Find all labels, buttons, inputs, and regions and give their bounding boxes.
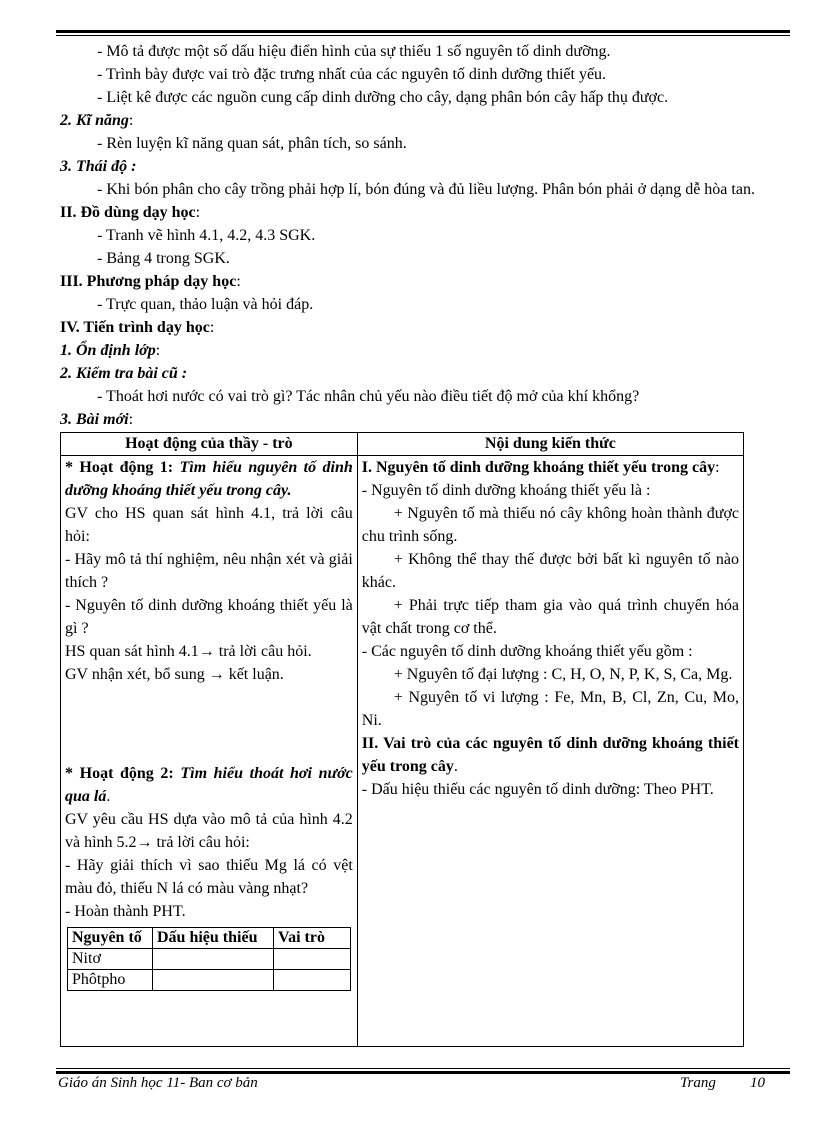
left-p2: - Hãy mô tả thí nghiệm, nêu nhận xét và giải thích ? [65, 551, 353, 591]
objective-1: - Mô tả được một số dấu hiệu điển hình của sự thiếu 1 số nguyên tố dinh dưỡng. [97, 43, 611, 60]
pht-cell [274, 970, 351, 991]
pht-header-role: Vai trò [274, 928, 351, 949]
equipment-heading: II. Đồ dùng dạy học [60, 204, 196, 221]
process-heading: IV. Tiến trình dạy học [60, 319, 210, 336]
step2-heading: 2. Kiểm tra bài cũ : [60, 365, 188, 382]
left-p1: GV cho HS quan sát hình 4.1, trả lời câu hỏi: [65, 505, 353, 545]
right-r5: - Các nguyên tố dinh dưỡng khoáng thiết yếu gồm : [361, 643, 693, 660]
step1-heading: 1. Ổn định lớp [60, 342, 156, 359]
pht-cell [153, 970, 274, 991]
footer-page-number: 10 [750, 1075, 765, 1091]
footer-page-label: Trang [680, 1075, 716, 1091]
section-2-title: II. Vai trò của các nguyên tố dinh dưỡng khoáng thiết yếu trong cây. [361, 735, 739, 775]
equipment-heading-line: II. Đồ dùng dạy học: [60, 204, 201, 221]
page-body [60, 40, 788, 1047]
objective-2: - Trình bày được vai trò đặc trưng nhất của các nguyên tố dinh dưỡng thiết yếu. [97, 66, 607, 83]
left-p7: - Hãy giải thích vì sao thiếu Mg lá có vệt màu đỏ, thiếu N lá có màu vàng nhạt? [65, 857, 353, 897]
attitude-heading: 3. Thái độ : [60, 158, 137, 175]
pht-header-element: Nguyên tố [68, 928, 153, 949]
pht-table [67, 927, 351, 991]
lesson-table [60, 432, 744, 1047]
methods-heading: III. Phương pháp dạy học [60, 273, 237, 290]
process-heading-line: IV. Tiến trình dạy học: [60, 319, 215, 336]
pht-cell [274, 949, 351, 970]
pht-header-deficiency: Dấu hiệu thiếu [153, 928, 274, 949]
left-p3: - Nguyên tố dinh dưỡng khoáng thiết yếu là gì ? [65, 597, 353, 637]
pht-cell [153, 949, 274, 970]
attitude-text: - Khi bón phân cho cây trồng phải hợp lí, bón đúng và đủ liều lượng. Phân bón phải ở dạng dễ hòa tan. [97, 181, 755, 198]
left-p6: GV yêu cầu HS dựa vào mô tả của hình 4.2 và hình 5.2→ trả lời câu hỏi: [65, 811, 353, 851]
step2-text: - Thoát hơi nước có vai trò gì? Tác nhân chủ yếu nào điều tiết độ mở của khí khổng? [97, 388, 640, 405]
activity-1-heading: * Hoạt động 1: Tìm hiểu nguyên tố dinh dưỡng khoáng thiết yếu trong cây. [65, 459, 353, 499]
footer-rule-thin [56, 1068, 790, 1069]
footer-rule [56, 1071, 790, 1074]
header-activities: Hoạt động của thầy - trò [61, 433, 358, 456]
right-r4: + Phải trực tiếp tham gia vào quá trình chuyển hóa vật chất trong cơ thể. [361, 597, 739, 637]
methods-text: - Trực quan, thảo luận và hỏi đáp. [97, 296, 314, 313]
pht-row-phosphorus: Phôtpho [68, 970, 153, 991]
section-1-title: I. Nguyên tố dinh dưỡng khoáng thiết yếu trong cây: [361, 459, 720, 476]
header-content: Nội dung kiến thức [357, 433, 743, 456]
activity-2-heading: * Hoạt động 2: Tìm hiểu thoát hơi nước qua lá. [65, 765, 353, 805]
attitude-text-wrap [60, 178, 788, 201]
objective-3: - Liệt kê được các nguồn cung cấp dinh dưỡng cho cây, dạng phân bón cây hấp thụ được. [97, 89, 669, 106]
left-p8: - Hoàn thành PHT. [65, 903, 186, 920]
step3-line: 3. Bài mới: [60, 411, 134, 428]
skills-heading: 2. Kĩ năng [60, 112, 129, 129]
left-p5: GV nhận xét, bổ sung → kết luận. [65, 666, 284, 683]
top-rule-thin [56, 35, 790, 36]
skills-text: - Rèn luyện kĩ năng quan sát, phân tích, so sánh. [97, 135, 407, 152]
pht-row-nitrogen: Nitơ [68, 949, 153, 970]
right-r8: - Dấu hiệu thiếu các nguyên tố dinh dưỡng: Theo PHT. [361, 781, 714, 798]
step1-line: 1. Ổn định lớp: [60, 342, 161, 359]
equipment-item-1: - Tranh vẽ hình 4.1, 4.2, 4.3 SGK. [97, 227, 316, 244]
left-cell [61, 456, 358, 1047]
left-p4: HS quan sát hình 4.1→ trả lời câu hỏi. [65, 643, 312, 660]
right-r3: + Không thể thay thế được bởi bất kì nguyên tố nào khác. [361, 551, 739, 591]
right-r2: + Nguyên tố mà thiếu nó cây không hoàn thành được chu trình sống. [361, 505, 739, 545]
methods-heading-line: III. Phương pháp dạy học: [60, 273, 241, 290]
top-rule [56, 30, 790, 33]
right-r7: + Nguyên tố vi lượng : Fe, Mn, B, Cl, Zn, Cu, Mo, Ni. [361, 689, 739, 729]
skills-heading-line: 2. Kĩ năng: [60, 112, 134, 129]
right-r6: + Nguyên tố đại lượng : C, H, O, N, P, K, S, Ca, Mg. [393, 666, 733, 683]
step3-heading: 3. Bài mới [60, 411, 129, 428]
equipment-item-2: - Bảng 4 trong SGK. [97, 250, 230, 267]
right-cell [357, 456, 743, 1047]
footer-title: Giáo án Sinh học 11- Ban cơ bản [58, 1075, 258, 1091]
right-r1: - Nguyên tố dinh dưỡng khoáng thiết yếu là : [361, 482, 651, 499]
